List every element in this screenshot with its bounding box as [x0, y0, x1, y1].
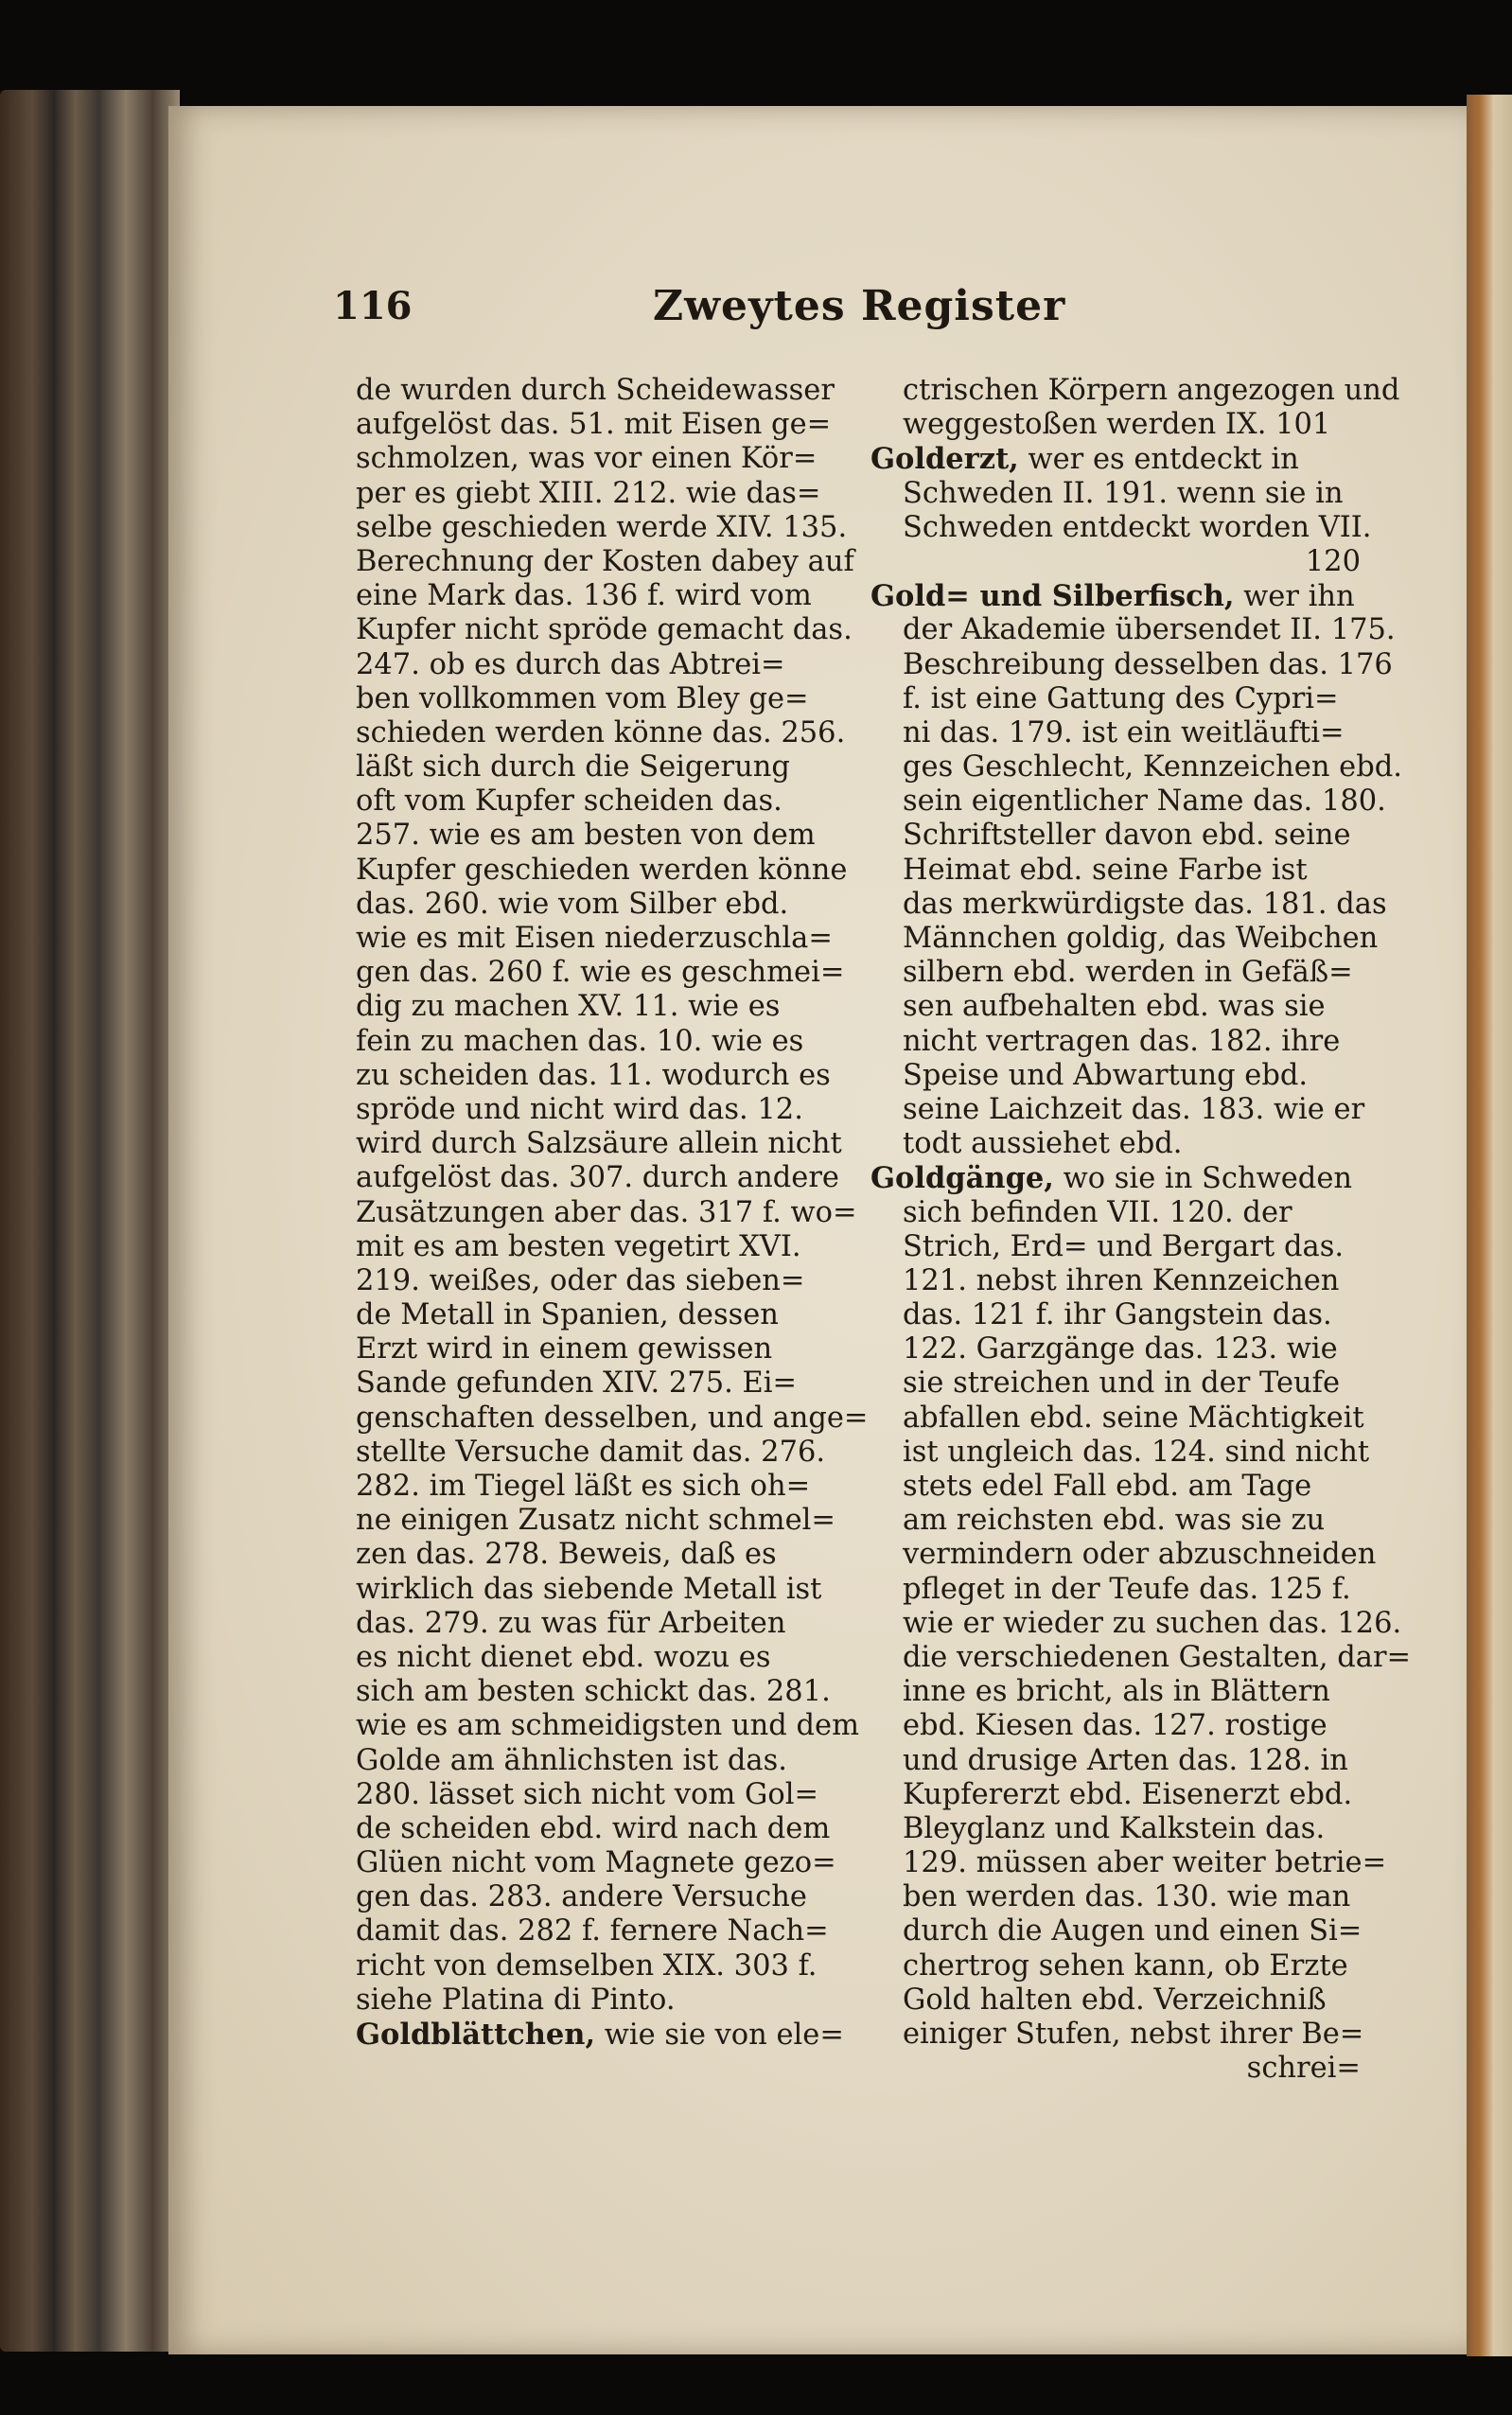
right-column-line: f. ist eine Gattung des Cypri= — [903, 681, 1339, 715]
right-column-line: silbern ebd. werden in Gefäß= — [903, 956, 1353, 990]
left-column-line: zen das. 278. Beweis, daß es — [356, 1538, 777, 1572]
left-column-line: 219. weißes, oder das sieben= — [356, 1263, 805, 1297]
right-column-line: ist ungleich das. 124. sind nicht — [903, 1435, 1370, 1469]
left-column-line: oft vom Kupfer scheiden das. — [356, 784, 782, 819]
left-column-line: wirklich das siebende Metall ist — [356, 1572, 822, 1606]
right-column-line: vermindern oder abzuschneiden — [903, 1538, 1377, 1572]
right-column-line: Kupfererzt ebd. Eisenerzt ebd. — [903, 1777, 1353, 1811]
right-column-line: Schweden II. 191. wenn sie in — [903, 476, 1344, 510]
entry-heading: Golderzt, — [870, 442, 1019, 477]
left-column-line: Sande gefunden XIV. 275. Ei= — [356, 1366, 798, 1401]
left-column-line: stellte Versuche damit das. 276. — [356, 1435, 826, 1469]
running-title: Zweytes Register — [653, 282, 1066, 330]
right-column-line: sich befinden VII. 120. der — [903, 1195, 1292, 1229]
right-column-line: Golderzt, wer es entdeckt in — [870, 442, 1299, 477]
left-column-line: aufgelöst das. 51. mit Eisen ge= — [356, 408, 832, 442]
right-column-line: 129. müssen aber weiter betrie= — [903, 1846, 1387, 1880]
left-column-line: das. 260. wie vom Silber ebd. — [356, 887, 789, 921]
left-column-line: Glüen nicht vom Magnete gezo= — [356, 1846, 836, 1880]
right-column-line: chertrog sehen kann, ob Erzte — [903, 1948, 1348, 1983]
left-column-line: selbe geschieden werde XIV. 135. — [356, 510, 848, 544]
left-column-line: gen das. 283. andere Versuche — [356, 1880, 807, 1914]
left-column-line: 282. im Tiegel läßt es sich oh= — [356, 1470, 811, 1503]
left-column-line: 280. lässet sich nicht vom Gol= — [356, 1777, 818, 1811]
left-column-line: ne einigen Zusatz nicht schmel= — [356, 1504, 835, 1538]
right-column-line: das. 121 f. ihr Gangstein das. — [903, 1298, 1332, 1332]
right-column-line: ebd. Kiesen das. 127. rostige — [903, 1709, 1327, 1743]
left-column-line: schmolzen, was vor einen Kör= — [356, 442, 818, 476]
right-column-line: inne es bricht, als in Blättern — [903, 1675, 1330, 1709]
right-column-line: die verschiedenen Gestalten, dar= — [903, 1640, 1412, 1674]
right-column-line: seine Laichzeit das. 183. wie er — [903, 1092, 1365, 1126]
right-column-line: Gold= und Silberfisch, wer ihn — [870, 579, 1355, 614]
entry-heading: Goldgänge, — [870, 1161, 1054, 1196]
right-column-line: todt aussiehet ebd. — [903, 1127, 1183, 1161]
right-column-line: durch die Augen und einen Si= — [903, 1914, 1363, 1948]
left-column-line: wird durch Salzsäure allein nicht — [356, 1127, 842, 1161]
left-column-line: 247. ob es durch das Abtrei= — [356, 647, 785, 681]
left-column-line: Zusätzungen aber das. 317 f. wo= — [356, 1195, 857, 1229]
right-column-line: stets edel Fall ebd. am Tage — [903, 1470, 1312, 1503]
next-page-edge — [1467, 95, 1512, 2356]
right-column-line: Heimat ebd. seine Farbe ist — [903, 853, 1308, 887]
right-column-line: ni das. 179. ist ein weitläufti= — [903, 715, 1345, 749]
left-column — [356, 374, 869, 2052]
left-column-line: Golde am ähnlichsten ist das. — [356, 1743, 787, 1777]
right-column-line: abfallen ebd. seine Mächtigkeit — [903, 1401, 1364, 1435]
right-column-line: und drusige Arten das. 128. in — [903, 1743, 1348, 1777]
left-column-line: wie es am schmeidigsten und dem — [356, 1709, 860, 1743]
left-column-line: zu scheiden das. 11. wodurch es — [356, 1058, 831, 1092]
left-column-line: spröde und nicht wird das. 12. — [356, 1092, 803, 1126]
right-column-line: Beschreibung desselben das. 176 — [903, 647, 1393, 681]
page-number: 116 — [333, 284, 413, 328]
right-column-line: Schriftsteller davon ebd. seine — [903, 819, 1351, 853]
right-column-line: Gold halten ebd. Verzeichniß — [903, 1983, 1327, 2017]
right-column-line: einiger Stufen, nebst ihrer Be= — [903, 2018, 1364, 2051]
right-column-line: ges Geschlecht, Kennzeichen ebd. — [903, 750, 1402, 784]
left-column-line: gen das. 260 f. wie es geschmei= — [356, 956, 845, 990]
right-column-line: Speise und Abwartung ebd. — [903, 1058, 1309, 1092]
left-column-line: es nicht dienet ebd. wozu es — [356, 1640, 771, 1674]
right-column-line: Strich, Erd= und Bergart das. — [903, 1229, 1345, 1263]
left-column-line: Kupfer geschieden werden könne — [356, 853, 848, 887]
left-column-line — [356, 2018, 848, 2052]
left-column-line: eine Mark das. 136 f. wird vom — [356, 579, 812, 613]
left-column-line: ben vollkommen vom Bley ge= — [356, 681, 809, 715]
left-column-line: Kupfer nicht spröde gemacht das. — [356, 613, 853, 647]
left-column-line: läßt sich durch die Seigerung — [356, 750, 790, 784]
left-column-line: de wurden durch Scheidewasser — [356, 374, 835, 407]
right-column — [870, 374, 1412, 2086]
right-column-line: ctrischen Körpern angezogen und — [903, 374, 1400, 407]
left-column-line: mit es am besten vegetirt XVI. — [356, 1229, 801, 1263]
left-column-line: wie es mit Eisen niederzuschla= — [356, 922, 833, 955]
book-edge — [0, 90, 180, 2352]
right-column-line: ben werden das. 130. wie man — [903, 1880, 1351, 1914]
left-column-line: sich am besten schickt das. 281. — [356, 1675, 831, 1709]
left-column-line: richt von demselben XIX. 303 f. — [356, 1948, 818, 1983]
right-column-line: sein eigentlicher Name das. 180. — [903, 784, 1386, 819]
right-column-line: sen aufbehalten ebd. was sie — [903, 990, 1326, 1024]
entry-text: wie sie von ele= — [595, 2018, 844, 2052]
left-column-line: fein zu machen das. 10. wie es — [356, 1024, 804, 1058]
right-column-line: das merkwürdigste das. 181. das — [903, 887, 1387, 921]
right-column-line: pfleget in der Teufe das. 125 f. — [903, 1572, 1351, 1606]
right-column-line: Männchen goldig, das Weibchen — [903, 922, 1379, 955]
right-column-line: wie er wieder zu suchen das. 126. — [903, 1606, 1402, 1640]
right-column-line: Bleyglanz und Kalkstein das. — [903, 1811, 1326, 1845]
left-column-line: Erzt wird in einem gewissen — [356, 1332, 773, 1366]
right-column-line: weggestoßen werden IX. 101 — [903, 408, 1331, 442]
right-column-line: sie streichen und in der Teufe — [903, 1366, 1341, 1401]
left-column-line: dig zu machen XV. 11. wie es — [356, 990, 781, 1024]
left-column-line: siehe Platina di Pinto. — [356, 1983, 676, 2017]
entry-heading: Gold= und Silberfisch, — [870, 579, 1235, 614]
left-column-line: de scheiden ebd. wird nach dem — [356, 1811, 831, 1845]
left-column-line: das. 279. zu was für Arbeiten — [356, 1606, 786, 1640]
left-column-line: genschaften desselben, und ange= — [356, 1401, 869, 1435]
entry-heading: Goldblättchen, — [356, 2018, 596, 2052]
right-column-line: schrei= — [1246, 2052, 1361, 2086]
right-column-line: der Akademie übersendet II. 175. — [903, 613, 1396, 647]
left-column-line: per es giebt XIII. 212. wie das= — [356, 476, 821, 510]
right-column-line: nicht vertragen das. 182. ihre — [903, 1024, 1341, 1058]
left-column-line: aufgelöst das. 307. durch andere — [356, 1161, 839, 1195]
left-column-line: damit das. 282 f. fernere Nach= — [356, 1914, 829, 1948]
right-column-line: Schweden entdeckt worden VII. — [903, 510, 1372, 544]
left-column-line: schieden werden könne das. 256. — [356, 715, 846, 749]
right-column-line: am reichsten ebd. was sie zu — [903, 1504, 1326, 1538]
right-column-line: Goldgänge, wo sie in Schweden — [870, 1161, 1353, 1196]
right-column-line: 121. nebst ihren Kennzeichen — [903, 1263, 1340, 1297]
left-column-line: Berechnung der Kosten dabey auf — [356, 544, 854, 578]
right-column-line: 122. Garzgänge das. 123. wie — [903, 1332, 1338, 1366]
right-column-line: 120 — [1305, 544, 1361, 578]
left-column-line: 257. wie es am besten von dem — [356, 819, 816, 853]
left-column-line: de Metall in Spanien, dessen — [356, 1298, 779, 1332]
